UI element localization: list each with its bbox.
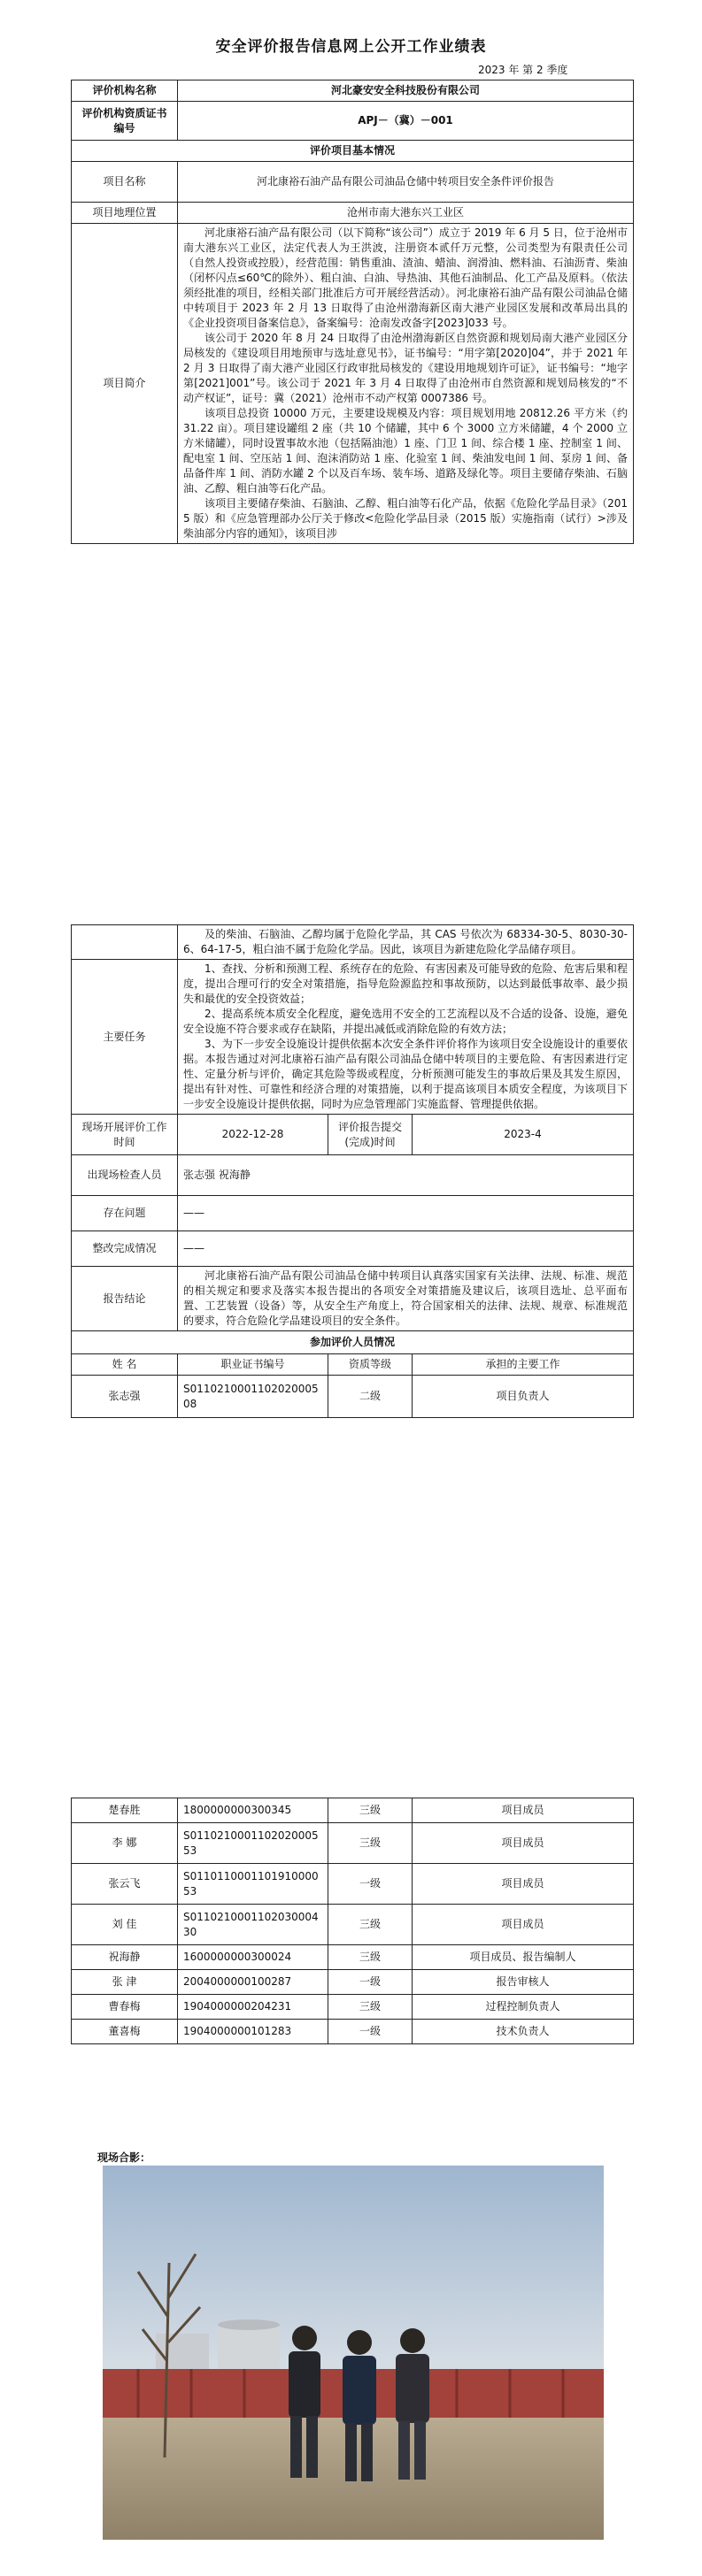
task-item: 1、查找、分析和预测工程、系统存在的危险、有害因素及可能导致的危险、危害后果和程度，提出合理可行的安全对策措施，指导危险源监控和事故预防，以达到最低事故率、最少损失和最优的安全投资效益； <box>183 962 628 1005</box>
staff-name: 张 津 <box>72 1970 178 1995</box>
staff-level: 三级 <box>328 1995 413 2020</box>
issues-value: —— <box>178 1196 634 1231</box>
project-location-value: 沧州市南大港东兴工业区 <box>178 203 634 224</box>
staff-name: 楚春胜 <box>72 1798 178 1823</box>
staff-level: 一级 <box>328 1864 413 1905</box>
survey-start-label: 现场开展评价工作时间 <box>72 1115 178 1155</box>
staff-row <box>72 1995 634 2020</box>
staff-row <box>72 1823 634 1864</box>
staff-section-row <box>72 1331 634 1354</box>
staff-name: 张志强 <box>72 1376 178 1418</box>
staff-cert: S011021000110202000553 <box>178 1823 328 1864</box>
document-title: 安全评价报告信息网上公开工作业绩表 <box>215 38 487 56</box>
intro-paragraph: 该公司于 2020 年 8 月 24 日取得了由沧州渤海新区自然资源和规划局南大港产业园区分局核发的《建设项目用地预审与选址意见书》，证书编号：“用字第[2020]04”，并于 2021 年 2 月 3 日取得了南大港产业园区行政审批局核发的《建设用地规划许可证》，证书编号：“地字第[2021]001”号。该公司于 2021 年 3 月 4 日取得了由沧州市自然资源和规划局核发的“不动产权证”，证号：冀（2021）沧州市不动产权第 0007386 号。 <box>183 332 628 404</box>
staff-cert: 1904000000101283 <box>178 2020 328 2044</box>
staff-work: 项目成员 <box>413 1864 634 1905</box>
staff-row <box>72 1864 634 1905</box>
staff-level: 三级 <box>328 1945 413 1970</box>
group-photo-illustration <box>103 2166 604 2540</box>
staff-row <box>72 1798 634 1823</box>
staff-level: 三级 <box>328 1905 413 1945</box>
section-basic-heading: 评价项目基本情况 <box>72 141 634 162</box>
intro-continuation-text: 及的柴油、石脑油、乙醇均属于危险化学品，其 CAS 号依次为 68334-30-5、8030-30-6、64-17-5，粗白油不属于危险化学品。因此，该项目为新建危险化学品储存项目。 <box>178 925 634 960</box>
survey-submit-value: 2023-4 <box>413 1115 634 1155</box>
staff-name: 李 娜 <box>72 1823 178 1864</box>
staff-header-cert: 职业证书编号 <box>178 1354 328 1376</box>
rectify-value: —— <box>178 1231 634 1267</box>
staff-work: 项目成员 <box>413 1905 634 1945</box>
project-intro-text <box>178 224 634 544</box>
issues-label: 存在问题 <box>72 1196 178 1231</box>
staff-row <box>72 1945 634 1970</box>
staff-level: 三级 <box>328 1798 413 1823</box>
staff-header-row <box>72 1354 634 1376</box>
org-name-label: 评价机构名称 <box>72 80 178 102</box>
staff-name: 祝海静 <box>72 1945 178 1970</box>
conclusion-label: 报告结论 <box>72 1267 178 1331</box>
staff-name: 张云飞 <box>72 1864 178 1905</box>
survey-submit-label: 评价报告提交(完成)时间 <box>328 1115 413 1155</box>
task-item: 3、为下一步安全设施设计提供依据本次安全条件评价将作为该项目安全设施设计的重要依据。本报告通过对河北康裕石油产品有限公司油品仓储中转项目的主要危险、有害因素进行定性、定量分析与评价，确定其危险等级或程度，分析预测可能发生的事故后果及其发生原因，提出有针对性、可靠性和经济合理的对策措施，以利于提高该项目本质安全程度，为该项目下一步安全设施设计提供依据，同时为应急管理部门实施监督、管理提供依据。 <box>183 1038 628 1110</box>
issues-row <box>72 1196 634 1231</box>
intro-paragraph: 河北康裕石油产品有限公司（以下简称“该公司”）成立于 2019 年 6 月 5 日，位于沧州市南大港东兴工业区，法定代表人为王洪波，注册资本贰仟万元整，公司类型为有限责任公司（自然人投资或控股），经营范围：销售重油、渣油、蜡油、润滑油、燃料油、石油沥青、柴油（闭杯闪点≤60℃的除外）、粗白油、白油、导热油、其他石油制品、化工产品及原料。（依法须经批准的项目，经相关部门批准后方可开展经营活动）。河北康裕石油产品有限公司油品仓储中转项目于 2023 年 2 月 13 日取得了由沧州渤海新区南大港产业园区发展和改革局出具的《企业投资项目备案信息》，备案编号：沧南发改备字[2023]033 号。 <box>183 226 628 329</box>
staff-work: 项目成员 <box>413 1823 634 1864</box>
staff-cert: S011011000110191000053 <box>178 1864 328 1905</box>
staff-row <box>72 1970 634 1995</box>
staff-cert: S011021000110202000508 <box>178 1376 328 1418</box>
org-cert-row <box>72 102 634 141</box>
staff-name: 曹春梅 <box>72 1995 178 2020</box>
project-name-row <box>72 162 634 203</box>
intro-continuation-label-cell <box>72 925 178 960</box>
org-cert-label: 评价机构资质证书编号 <box>72 102 178 141</box>
staff-level: 一级 <box>328 2020 413 2044</box>
staff-level: 一级 <box>328 1970 413 1995</box>
project-location-label: 项目地理位置 <box>72 203 178 224</box>
org-name-row <box>72 80 634 102</box>
conclusion-row <box>72 1267 634 1331</box>
staff-name: 刘 佳 <box>72 1905 178 1945</box>
staff-cert: 1600000000300024 <box>178 1945 328 1970</box>
photo-caption: 现场合影： <box>97 2151 151 2164</box>
quarter-line: 2023 年 第 2 季度 <box>478 64 568 76</box>
survey-time-row <box>72 1115 634 1155</box>
report-table-part-3 <box>71 1798 634 2044</box>
tasks-label: 主要任务 <box>72 960 178 1115</box>
staff-row <box>72 1905 634 1945</box>
project-intro-row <box>72 224 634 544</box>
org-cert-value: APJ－（冀）－001 <box>178 102 634 141</box>
staff-cert: 1904000000204231 <box>178 1995 328 2020</box>
tasks-text <box>178 960 634 1115</box>
staff-level: 三级 <box>328 1823 413 1864</box>
survey-people-value: 张志强 祝海静 <box>178 1155 634 1196</box>
survey-start-value: 2022-12-28 <box>178 1115 328 1155</box>
report-table-part-2 <box>71 924 634 1418</box>
staff-work: 项目成员、报告编制人 <box>413 1945 634 1970</box>
staff-header-work: 承担的主要工作 <box>413 1354 634 1376</box>
staff-row <box>72 2020 634 2044</box>
report-table-part-1 <box>71 80 634 544</box>
staff-header-level: 资质等级 <box>328 1354 413 1376</box>
project-name-label: 项目名称 <box>72 162 178 203</box>
survey-people-row <box>72 1155 634 1196</box>
staff-work: 项目负责人 <box>413 1376 634 1418</box>
project-location-row <box>72 203 634 224</box>
staff-work: 项目成员 <box>413 1798 634 1823</box>
rectify-row <box>72 1231 634 1267</box>
staff-header-name: 姓 名 <box>72 1354 178 1376</box>
intro-continuation-row <box>72 925 634 960</box>
staff-work: 技术负责人 <box>413 2020 634 2044</box>
survey-people-label: 出现场检查人员 <box>72 1155 178 1196</box>
staff-row <box>72 1376 634 1418</box>
staff-work: 过程控制负责人 <box>413 1995 634 2020</box>
tasks-row <box>72 960 634 1115</box>
task-item: 2、提高系统本质安全化程度，避免选用不安全的工艺流程以及不合适的设备、设施，避免安全设施不符合要求或存在缺陷，并提出减低或消除危险的有效方法； <box>183 1008 628 1035</box>
staff-cert: S011021000110203000430 <box>178 1905 328 1945</box>
project-intro-label: 项目简介 <box>72 224 178 544</box>
staff-cert: 1800000000300345 <box>178 1798 328 1823</box>
staff-name: 董喜梅 <box>72 2020 178 2044</box>
staff-work: 报告审核人 <box>413 1970 634 1995</box>
group-photo <box>103 2166 604 2540</box>
org-name-value: 河北豪安安全科技股份有限公司 <box>178 80 634 102</box>
project-name-value: 河北康裕石油产品有限公司油品仓储中转项目安全条件评价报告 <box>178 162 634 203</box>
intro-paragraph: 该项目总投资 10000 万元，主要建设规模及内容：项目规划用地 20812.26 平方米（约 31.22 亩）。项目建设罐组 2 座（共 10 个储罐，其中 6 个 3000 立方米储罐，4 个 2000 立方米储罐），同时设置事故水池（包括隔油池）1 座、门卫 1 间、综合楼 1 座、控制室 1 间、配电室 1 间、空压站 1 间、泡沫消防站 1 座、化验室 1 间、柴油发电间 1 间、泵房 1 间、备品备件库 1 间、消防水罐 2 个以及百车场、装车场、道路及绿化等。项目主要储存柴油、石脑油、乙醇、粗白油等石化产品。 <box>183 407 628 494</box>
section-basic-row <box>72 141 634 162</box>
staff-cert: 2004000000100287 <box>178 1970 328 1995</box>
staff-level: 二级 <box>328 1376 413 1418</box>
rectify-label: 整改完成情况 <box>72 1231 178 1267</box>
staff-section-heading: 参加评价人员情况 <box>72 1331 634 1354</box>
conclusion-text: 河北康裕石油产品有限公司油品仓储中转项目认真落实国家有关法律、法规、标准、规范的相关规定和要求及落实本报告提出的各项安全对策措施及建议后，该项目选址、总平面布置、工艺装置（设备）等，从安全生产角度上，符合国家相关的法律、法规、规章、标准规范的要求，符合危险化学品建设项目的安全条件。 <box>178 1267 634 1331</box>
intro-paragraph: 该项目主要储存柴油、石脑油、乙醇、粗白油等石化产品，依据《危险化学品目录》（2015 版）和《应急管理部办公厅关于修改<危险化学品目录（2015 版）实施指南（试行）>涉及柴油部分内容的通知》，该项目涉 <box>183 497 628 540</box>
